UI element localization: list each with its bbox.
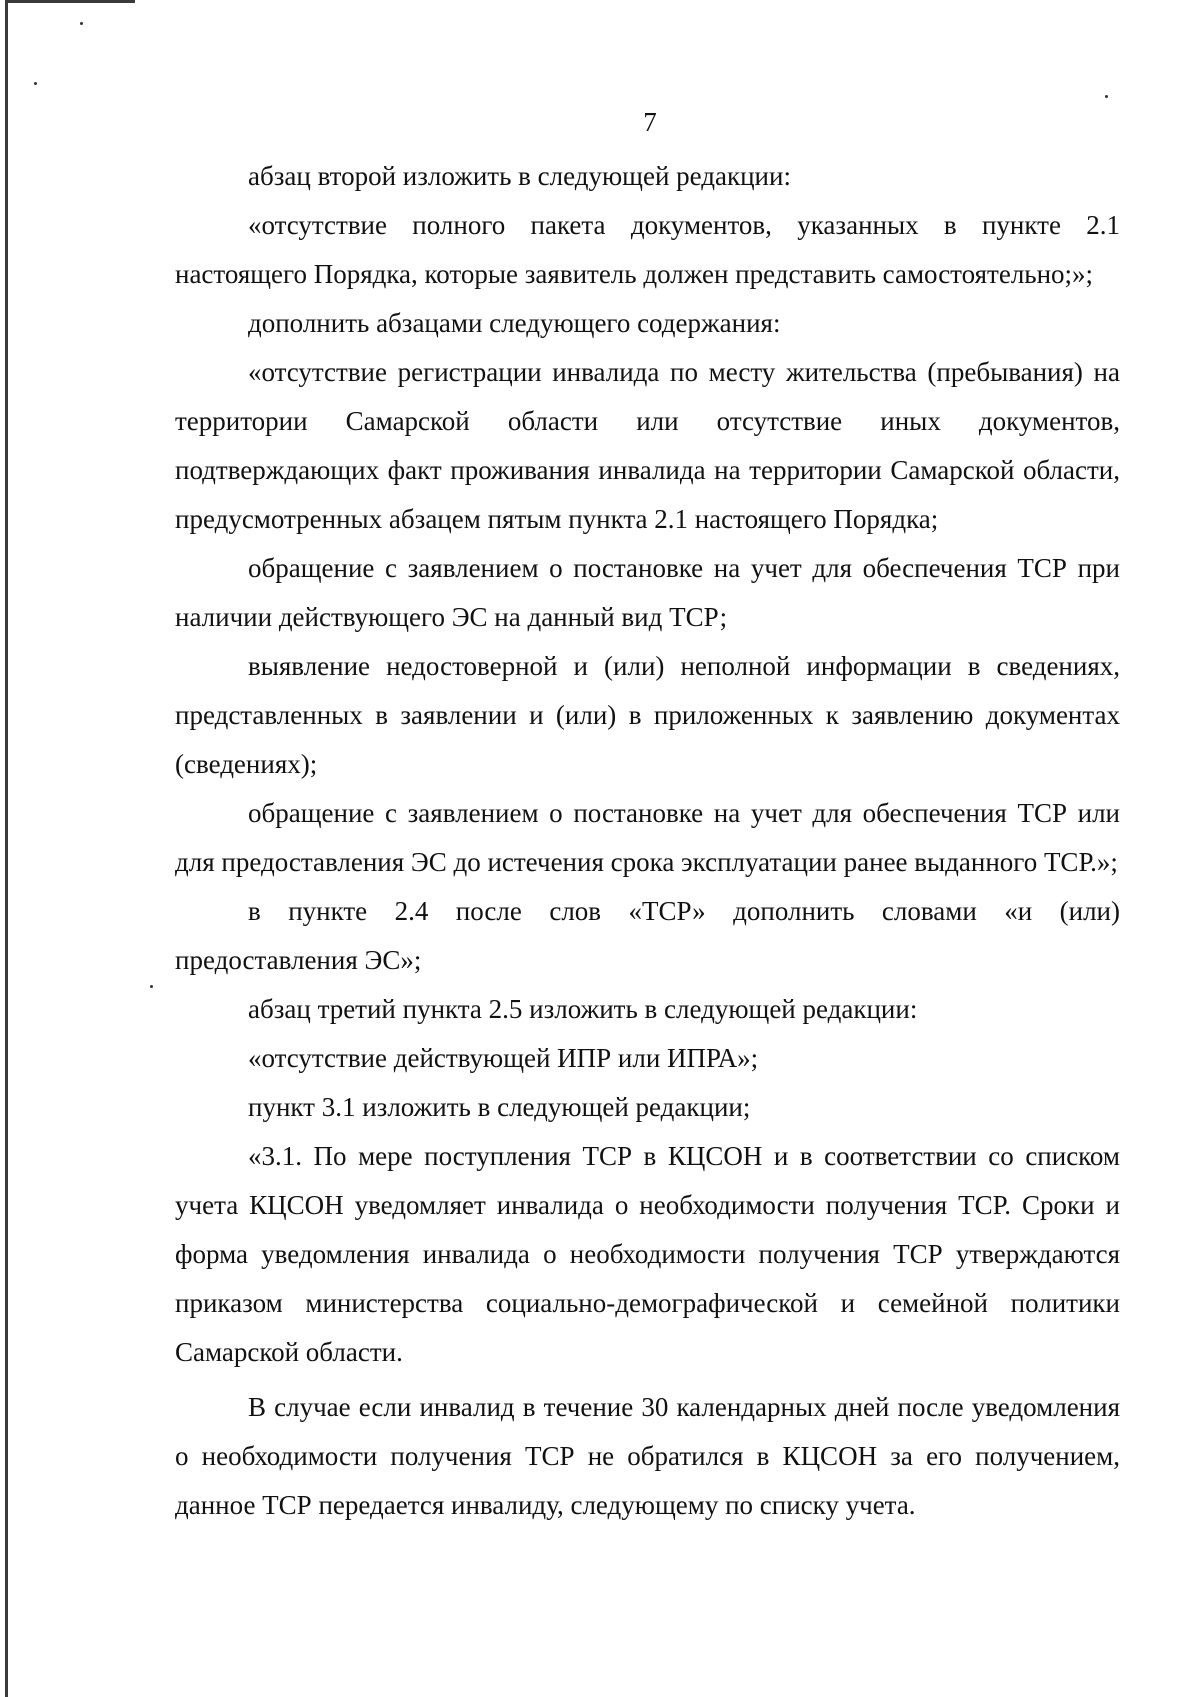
paragraph: «отсутствие полного пакета документов, указанных в пункте 2.1 настоящего Порядка, которые заявитель должен представить самостоятельно;»;: [175, 210, 1120, 289]
paragraph: обращение с заявлением о постановке на учет для обеспечения ТСР при наличии действующего ЭС на данный вид ТСР;: [175, 553, 1120, 632]
page-number: 7: [643, 107, 657, 137]
paragraph: обращение с заявлением о постановке на учет для обеспечения ТСР или для предоставления ЭС до истечения срока эксплуатации ранее выданного ТСР.»;: [175, 798, 1120, 877]
paragraph: «отсутствие регистрации инвалида по месту жительства (пребывания) на территории Самарской области или отсутствие иных документов, подтверждающих факт проживания инвалида на территории Самарской области, предусмотренных абзацем пятым пункта 2.1 настоящего Порядка;: [175, 357, 1120, 534]
scan-speck: [1105, 95, 1108, 98]
paragraph: абзац третий пункта 2.5 изложить в следующей редакции:: [248, 994, 918, 1024]
paragraph: В случае если инвалид в течение 30 календарных дней после уведомления о необходимости получения ТСР не обратился в КЦСОН за его получением, данное ТСР передается инвалиду, следующему по списку учета.: [175, 1392, 1120, 1520]
scan-speck: [150, 985, 153, 988]
scan-border-left: [5, 0, 8, 1697]
scan-border-top: [5, 0, 135, 3]
paragraph: дополнить абзацами следующего содержания:: [248, 308, 781, 338]
paragraph: «отсутствие действующей ИПР или ИПРА»;: [248, 1043, 759, 1073]
document-body: [175, 152, 1120, 1530]
paragraph: выявление недостоверной и (или) неполной информации в сведениях, представленных в заявлении и (или) в приложенных к заявлению документах (сведениях);: [175, 651, 1120, 779]
scan-speck: [80, 22, 83, 25]
scan-speck: [34, 82, 37, 85]
paragraph: «3.1. По мере поступления ТСР в КЦСОН и в соответствии со списком учета КЦСОН уведомляет инвалида о необходимости получения ТСР. Сроки и форма уведомления инвалида о необходимости получения ТСР утверждаются приказом министерства социально-демографической и семейной политики Самарской области.: [175, 1141, 1120, 1367]
paragraph: пункт 3.1 изложить в следующей редакции;: [248, 1092, 751, 1122]
paragraph: в пункте 2.4 после слов «ТСР» дополнить словами «и (или) предоставления ЭС»;: [175, 896, 1120, 975]
paragraph: абзац второй изложить в следующей редакции:: [248, 161, 791, 191]
